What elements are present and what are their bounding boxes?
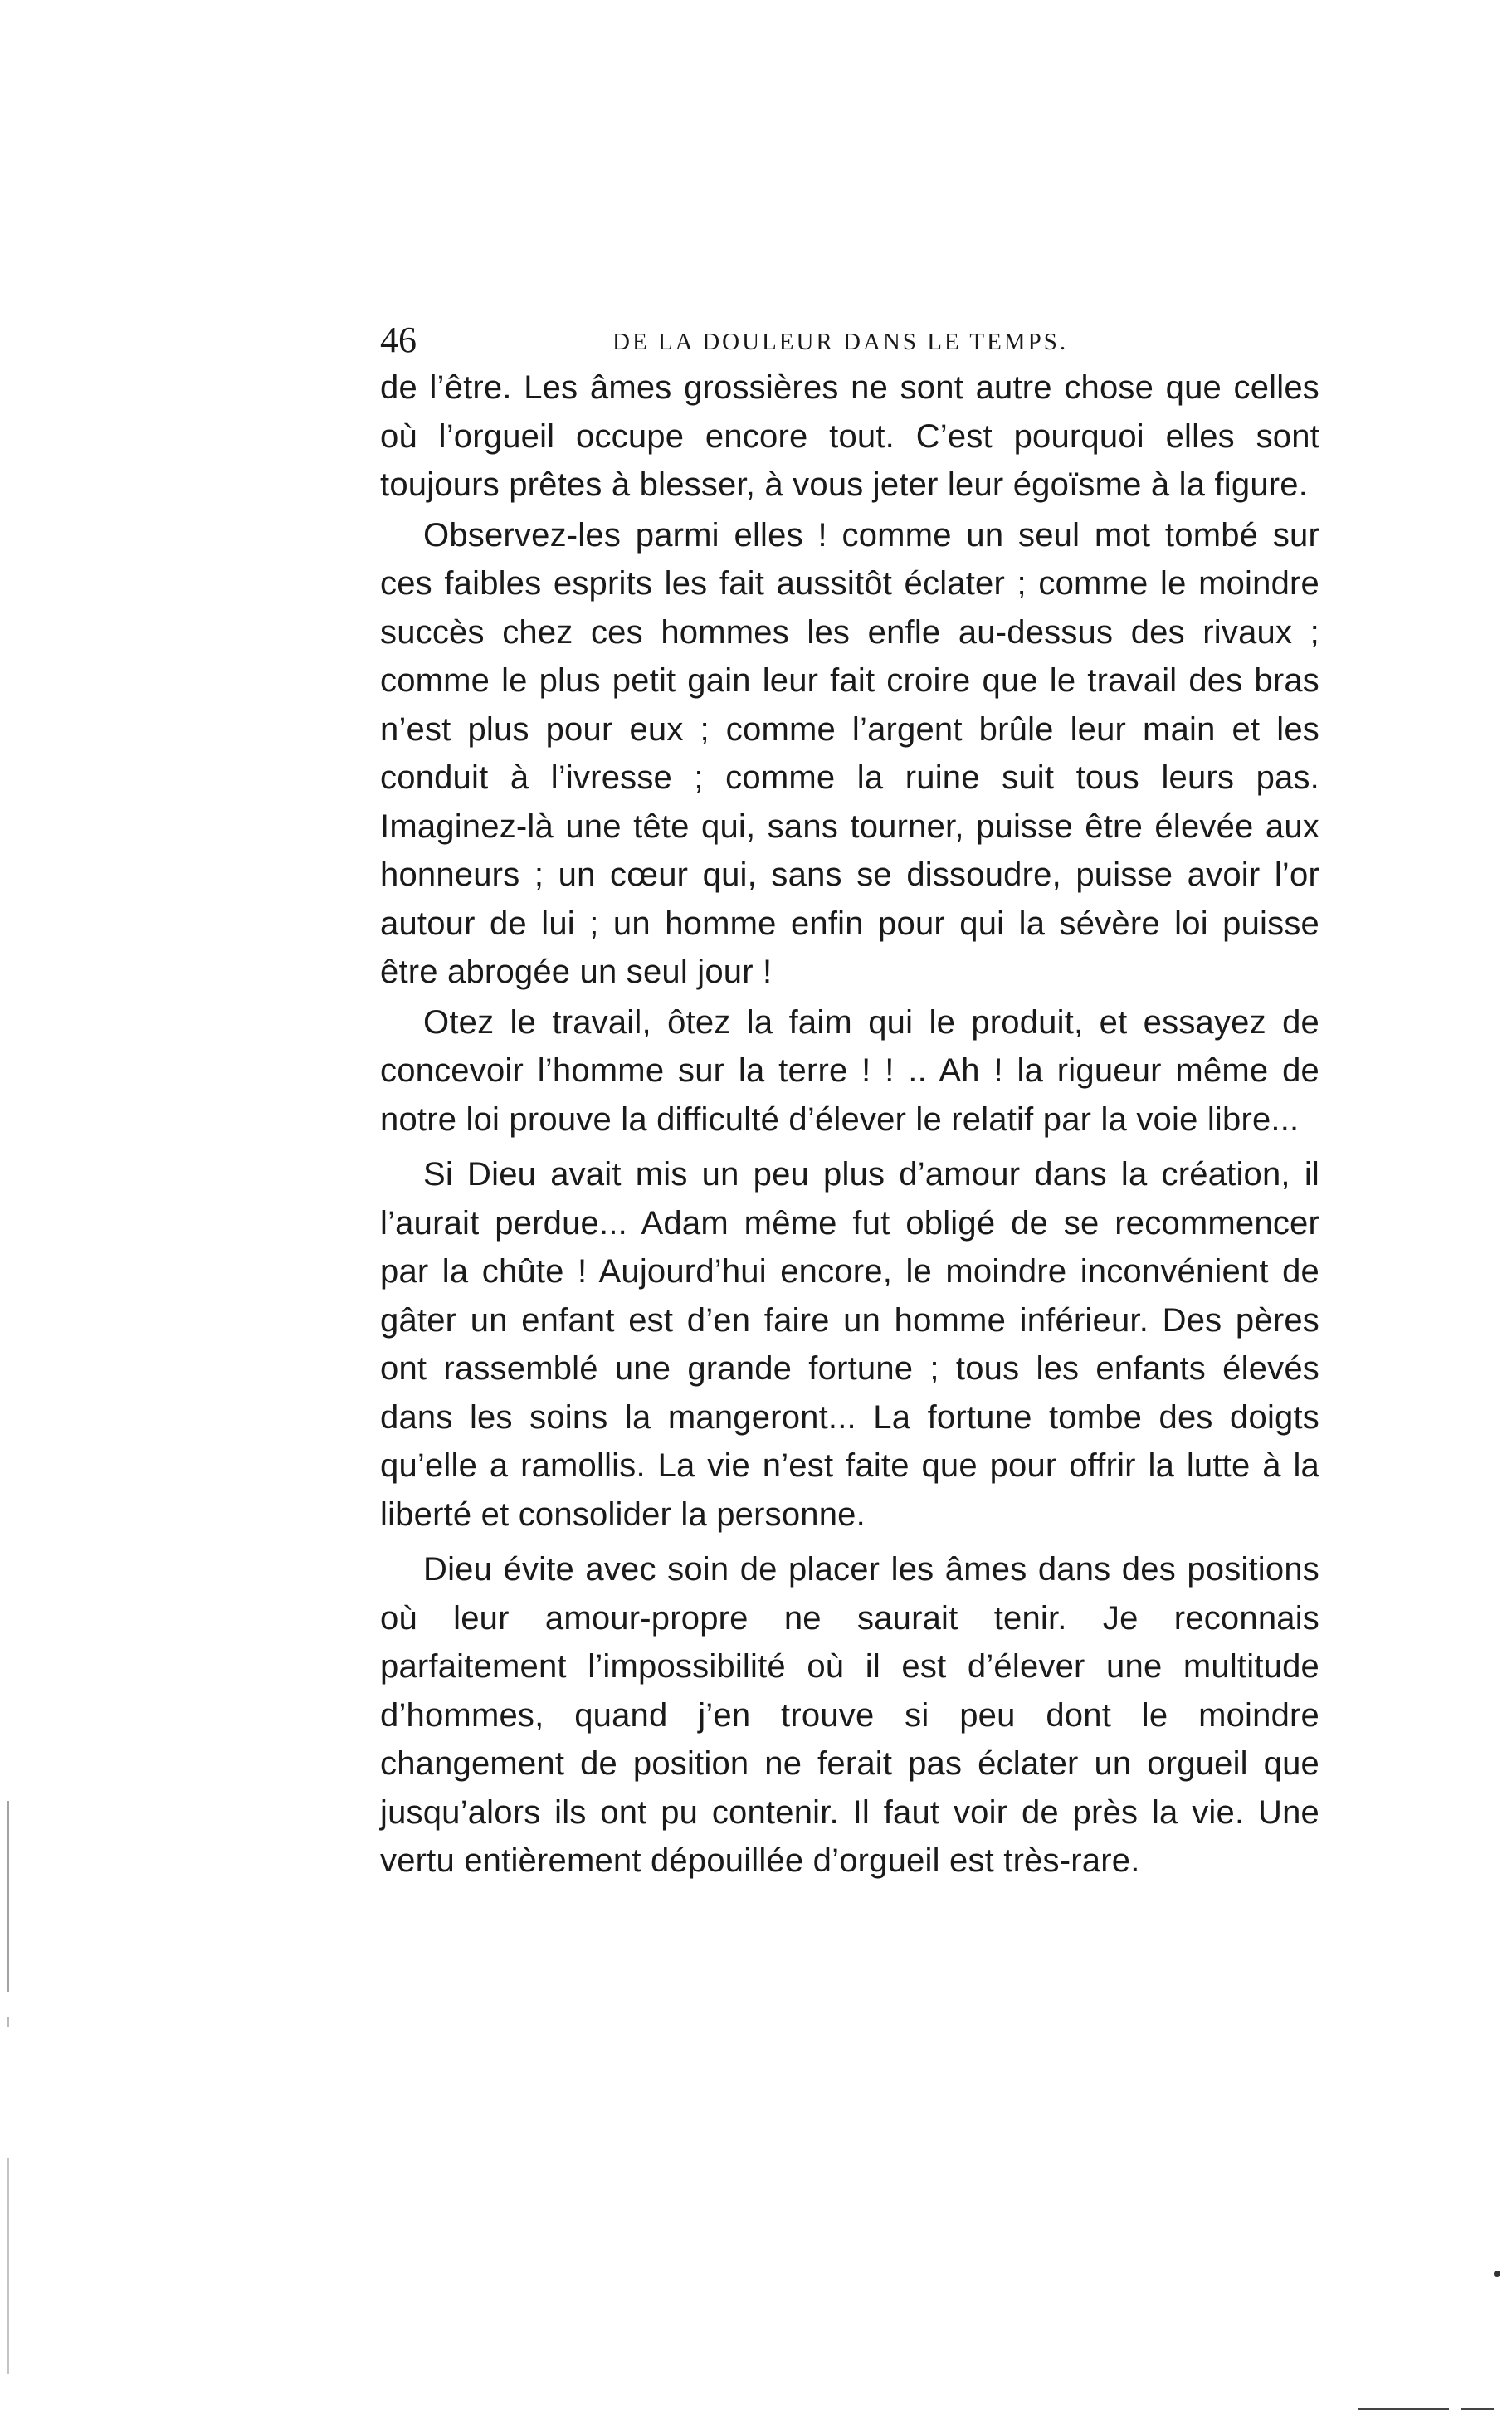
paragraph-1: de l’être. Les âmes grossières ne sont autre chose que celles où l’orgueil occupe encore tout. C’est pourquoi elles sont toujours prêtes à blesser, à vous jeter leur égoïsme à la figure. xyxy=(380,369,1319,503)
page-number: 46 xyxy=(380,320,417,360)
body-text xyxy=(380,363,1319,1886)
scan-margin-mark xyxy=(7,1801,9,1992)
paragraph-2: Observez-les parmi elles ! comme un seul mot tombé sur ces faibles esprits les fait aussitôt éclater ; comme le moindre succès chez ces hommes les enfle au-dessus des rivaux ; comme le plus petit gain leur fait croire que le travail des bras n’est plus pour eux ; comme l’argent brûle leur main et les conduit à l’ivresse ; comme la ruine suit tous leurs pas. Imaginez-là une tête qui, sans tourner, puisse être élevée aux honneurs ; un cœur qui, sans se dissoudre, puisse avoir l’or autour de lui ; un homme enfin pour qui la sévère loi puisse être abrogée un seul jour ! xyxy=(380,516,1319,990)
paragraph-4: Si Dieu avait mis un peu plus d’amour dans la création, il l’aurait perdue... Adam même fut obligé de se recommencer par la chûte ! Aujourd’hui encore, le moindre inconvénient de gâter un enfant est d’en faire un homme inférieur. Des pères ont rassemblé une grande fortune ; tous les enfants élevés dans les soins la mangeront... La fortune tombe des doigts qu’elle a ramollis. La vie n’est faite que pour offrir la lutte à la liberté et consolider la personne. xyxy=(380,1156,1319,1533)
paragraph-3: Otez le travail, ôtez la faim qui le produit, et essayez de concevoir l’homme sur la terre ! ! .. Ah ! la rigueur même de notre loi prouve la difficulté d’élever le relatif par la voie libre... xyxy=(380,1003,1319,1138)
scan-dot xyxy=(1494,2271,1500,2277)
running-head: DE LA DOULEUR DANS LE TEMPS. xyxy=(612,329,1069,355)
scan-rule xyxy=(1358,2408,1449,2410)
scan-rule xyxy=(1461,2408,1494,2410)
scan-margin-mark xyxy=(7,2158,9,2374)
paragraph-5: Dieu évite avec soin de placer les âmes dans des positions où leur amour-propre ne saurait tenir. Je reconnais parfaitement l’impossibilité où il est d’élever une multitude d’hommes, quand j’en trouve si peu dont le moindre changement de position ne ferait pas éclater un orgueil que jusqu’alors ils ont pu contenir. Il faut voir de près la vie. Une vertu entièrement dépouillée d’orgueil est très-rare. xyxy=(380,1551,1319,1879)
page-header xyxy=(380,315,1319,365)
scan-margin-mark xyxy=(7,2017,9,2027)
